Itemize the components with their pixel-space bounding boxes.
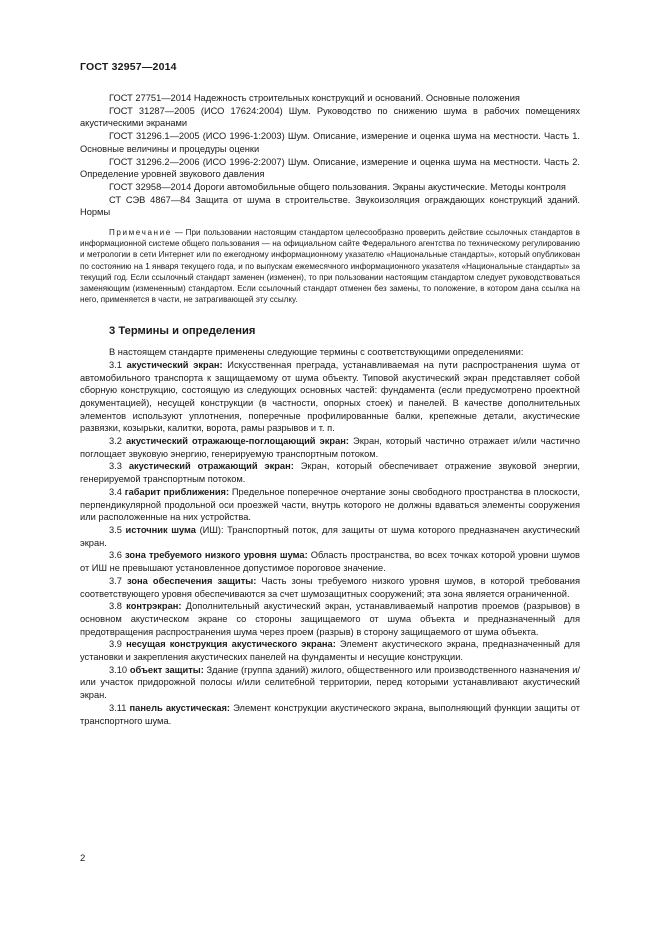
term-text: Экран, который обеспечивает отражение звуковой энергии, генерируемой транспортным потоком.: [80, 461, 580, 485]
term-text: Область пространства, во всех точках которой уровни шумов от ИШ не превышают установленное допустимое пороговое значение.: [80, 550, 580, 574]
term-number: 3.2: [109, 436, 127, 447]
note-label: Примечание: [109, 228, 172, 238]
term-definition: [80, 575, 580, 600]
term-number: 3.4: [109, 486, 125, 497]
term-number: 3.11: [109, 702, 130, 713]
term-definition: [80, 549, 580, 574]
term-text: (ИШ): Транспортный поток, для защиты от шума которого предназначен акустический экран.: [80, 525, 580, 548]
term-number: 3.8: [109, 601, 127, 612]
term-name: несущая конструкция акустического экрана:: [126, 639, 336, 650]
reference-item: ГОСТ 27751—2014 Надежность строительных конструкций и оснований. Основные положения: [109, 93, 520, 103]
term-definition: [80, 524, 580, 549]
term-definition: [80, 600, 580, 638]
term-number: 3.7: [109, 575, 127, 586]
note-paragraph: [80, 227, 580, 305]
section-title: 3 Термины и определения: [109, 325, 256, 338]
term-definition: [80, 435, 580, 460]
term-text: Здание (группа зданий) жилого, общественного или производственного назначения и/или участок придорожной полосы и/или селитебной территории, перед которыми устанавливают акустический экран.: [80, 664, 580, 701]
term-text: Элемент конструкции акустического экрана, выполняющий функции защиты от транспортного шума.: [80, 702, 580, 726]
term-definition: [80, 702, 580, 727]
reference-item: ГОСТ 31287—2005 (ИСО 17624:2004) Шум. Руководство по снижению шума в рабочих помещениях акустическими экранами: [80, 105, 580, 129]
term-definition: [80, 460, 580, 485]
term-number: 3.5: [109, 525, 126, 535]
page-content: [80, 92, 580, 727]
term-name: источник шума: [125, 525, 196, 535]
term-name: габарит приближения:: [124, 486, 230, 497]
term-number: 3.3: [109, 461, 129, 472]
term-definition: [80, 664, 580, 702]
page-number: 2: [80, 853, 86, 864]
term-number: 3.1: [109, 359, 127, 370]
term-number: 3.6: [109, 550, 126, 561]
section-intro: В настоящем стандарте применены следующие термины с соответствующими определениями:: [109, 347, 524, 358]
note-text: — При пользовании настоящим стандартом целесообразно проверить действие ссылочных стандартов в информационной системе общего пользования — на официальном сайте Федерального агентства по техническому регулированию и метрологии в сети Интернет или по ежегодному информационному указателю «Национальные стандарты», который опубликован по состоянию на 1 января текущего года, и по выпускам ежемесячного информационного указателя «Национальные стандарты» за текущий год. Если ссылочный стандарт заменен (изменен), то при пользовании настоящим стандартом следует руководствоваться заменяющим (измененным) стандартом. Если ссылочный стандарт отменен без замены, то положение, в котором дана ссылка на него, применяется в части, не затрагивающей эту ссылку.: [80, 228, 580, 305]
term-name: акустический отражающий экран:: [128, 461, 294, 472]
term-name: объект защиты:: [129, 664, 204, 675]
term-number: 3.10: [109, 664, 130, 675]
term-text: Элемент акустического экрана, предназначенный для установки и закрепления акустических панелей на фундаменты и несущие конструкции.: [80, 639, 580, 663]
term-definition: [80, 486, 580, 524]
term-number: 3.9: [109, 639, 127, 650]
term-definition: [80, 638, 580, 663]
term-text: Экран, который частично отражает и/или частично поглощает звуковую энергию, генерируемую транспортным потоком.: [80, 436, 580, 459]
term-text: Искусственная преграда, устанавливаемая на пути распространения шума от автомобильного транспорта к защищаемому от шума объекту. Типовой акустический экран представляет собой сборную конструкцию, состоящую из следующих основных частей: фундамента (если предусмотрено проектной документацией), несущей конструкции (в частности, опорных стоек) и панелей. В качестве дополнительных элементов используют уплотнения, поперечные профилированные балки, крепежные детали, акустические развязки, козырьки, калитки, ворота, рамы разрывов и т. п.: [80, 359, 580, 434]
reference-item: ГОСТ 32958—2014 Дороги автомобильные общего пользования. Экраны акустические. Методы контроля: [109, 181, 566, 192]
term-name: акустический экран:: [126, 359, 223, 370]
term-text: Предельное поперечное очертание зоны свободного пространства в плоскости, перпендикулярной продольной оси проезжей части, внутрь которого не должны вдаваться элементы сооружения или расположенные на них устройства.: [80, 486, 581, 523]
document-header: ГОСТ 32957—2014: [80, 61, 177, 73]
reference-item: ГОСТ 31296.2—2006 (ИСО 1996-2:2007) Шум. Описание, измерение и оценка шума на местности. Часть 2. Определение уровней звукового давления: [80, 156, 580, 180]
term-name: акустический отражающе-поглощающий экран:: [126, 436, 349, 447]
term-name: контрэкран:: [126, 601, 182, 612]
term-definition: [80, 359, 580, 435]
reference-item: ГОСТ 31296.1—2005 (ИСО 1996-1:2003) Шум. Описание, измерение и оценка шума на местности. Часть 1. Основные величины и процедуры оценки: [80, 131, 580, 154]
reference-item: СТ СЭВ 4867—84 Защита от шума в строительстве. Звукоизоляция ограждающих конструкций зданий. Нормы: [80, 194, 580, 218]
term-text: Часть зоны требуемого низкого уровня шумов, в которой требования соответствующего уровня обеспечиваются за счет шумозащитных сооружений; эта зона является ограниченной.: [80, 575, 580, 599]
term-text: Дополнительный акустический экран, устанавливаемый напротив проемов (разрывов) в основном акустическом экране со стороны защищаемого от шума объекта и предназначенный для предотвращения распространения шума через проем (разрыв) в сторону защищаемого от шума объекта.: [80, 601, 580, 637]
term-name: панель акустическая:: [129, 702, 231, 713]
term-name: зона требуемого низкого уровня шума:: [125, 550, 308, 561]
term-name: зона обеспечения защиты:: [126, 575, 257, 586]
